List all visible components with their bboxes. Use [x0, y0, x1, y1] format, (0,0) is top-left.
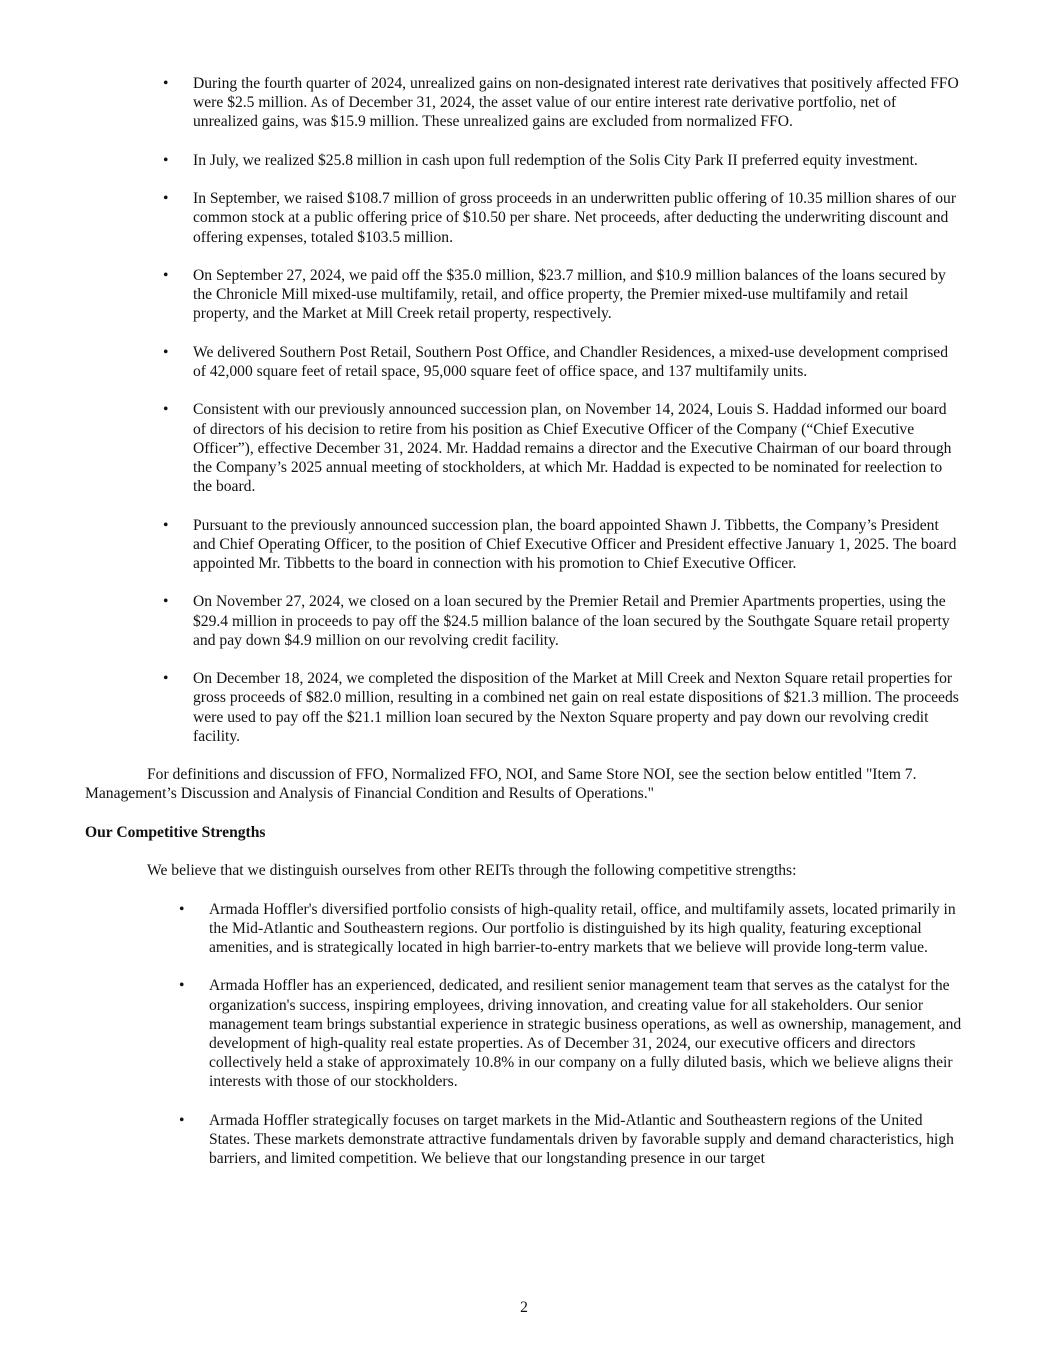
list-item: [163, 189, 961, 247]
bullet-icon: •: [163, 343, 169, 361]
list-item-text: On December 18, 2024, we completed the disposition of the Market at Mill Creek and Nexton Square retail properties for gross proceeds of $82.0 million, resulting in a combined net gain on real estate dispositions of $21.3 million. The proceeds were used to pay off the $21.1 million loan secured by the Nexton Square property and pay down our revolving credit facility.: [193, 670, 959, 745]
list-item: [163, 343, 961, 381]
list-item-text: Pursuant to the previously announced succession plan, the board appointed Shawn J. Tibbetts, the Company’s President and Chief Operating Officer, to the position of Chief Executive Officer and President effective January 1, 2025. The board appointed Mr. Tibbetts to the board in connection with his promotion to Chief Executive Officer.: [193, 516, 957, 572]
bullet-icon: •: [163, 670, 169, 688]
bullet-icon: •: [163, 401, 169, 419]
list-item-text: Armada Hoffler's diversified portfolio consists of high-quality retail, office, and multifamily assets, located primarily in the Mid-Atlantic and Southeastern regions. Our portfolio is distinguished by its high quality, featuring exceptional amenities, and is strategically located in high barrier-to-entry markets that we believe will provide long-term value.: [209, 900, 956, 956]
list-item: [163, 669, 961, 746]
list-item-text: On November 27, 2024, we closed on a loan secured by the Premier Retail and Premier Apartments properties, using the $29.4 million in proceeds to pay off the $24.5 million balance of the loan secured by the Southgate Square retail property and pay down $4.9 million on our revolving credit facility.: [193, 593, 950, 649]
strengths-list: [0, 900, 1048, 1169]
list-item: [163, 151, 961, 170]
definitions-paragraph: For definitions and discussion of FFO, Normalized FFO, NOI, and Same Store NOI, see the section below entitled "Item 7. Management’s Discussion and Analysis of Financial Condition and Results of Operations.": [85, 766, 917, 803]
bullet-icon: •: [179, 900, 185, 918]
bullet-icon: •: [163, 75, 169, 92]
list-item: [163, 516, 961, 574]
strengths-intro: We believe that we distinguish ourselves from other REITs through the following competitive strengths:: [147, 862, 797, 880]
section-heading: Our Competitive Strengths: [85, 823, 266, 841]
list-item: [163, 400, 961, 496]
bullet-icon: •: [163, 593, 169, 611]
list-item: [179, 1111, 965, 1169]
bullet-icon: •: [163, 516, 169, 534]
bullet-icon: •: [179, 977, 185, 995]
list-item-text: On September 27, 2024, we paid off the $35.0 million, $23.7 million, and $10.9 million balances of the loans secured by the Chronicle Mill mixed-use multifamily, retail, and office property, the Premier mixed-use multifamily and retail property, and the Market at Mill Creek retail property, respectively.: [193, 266, 946, 323]
bullet-icon: •: [179, 1111, 185, 1129]
list-item: [179, 976, 965, 1091]
list-item-text: Armada Hoffler strategically focuses on target markets in the Mid-Atlantic and Southeastern regions of the United States. These markets demonstrate attractive fundamentals driven by favorable supply and demand characteristics, high barriers, and limited competition. We believe that our longstanding presence in our target: [209, 1111, 954, 1168]
bullet-icon: •: [163, 190, 169, 208]
highlights-list: [0, 74, 1048, 746]
list-item: [179, 900, 965, 958]
bullet-icon: •: [163, 266, 169, 284]
list-item-text: We delivered Southern Post Retail, Southern Post Office, and Chandler Residences, a mixed-use development comprised of 42,000 square feet of retail space, 95,000 square feet of office space, and 137 multifamily units.: [193, 343, 949, 380]
document-page: [0, 74, 1048, 1188]
list-item: [163, 266, 961, 324]
list-item: [163, 592, 961, 650]
bullet-icon: •: [163, 151, 169, 169]
page-number: 2: [520, 1299, 528, 1316]
list-item-text: In September, we raised $108.7 million of gross proceeds in an underwritten public offering of 10.35 million shares of our common stock at a public offering price of $10.50 per share. Net proceeds, after deducting the underwriting discount and offering expenses, totaled $103.5 million.: [193, 190, 957, 246]
list-item-text: Armada Hoffler has an experienced, dedicated, and resilient senior management team that serves as the catalyst for the organization's success, inspiring employees, driving innovation, and creating value for all stakeholders. Our senior management team brings substantial experience in strategic business operations, as well as ownership, management, and development of high-quality real estate properties. As of December 31, 2024, our executive officers and directors collectively held a stake of approximately 10.8% in our company on a fully diluted basis, which we believe aligns their interests with those of our stockholders.: [209, 977, 962, 1091]
list-item-text: During the fourth quarter of 2024, unrealized gains on non-designated interest rate derivatives that positively affected FFO were $2.5 million. As of December 31, 2024, the asset value of our entire interest rate derivative portfolio, net of unrealized gains, was $15.9 million. These unrealized gains are excluded from normalized FFO.: [193, 75, 959, 131]
list-item-text: In July, we realized $25.8 million in cash upon full redemption of the Solis City Park II preferred equity investment.: [193, 151, 918, 169]
list-item: [163, 74, 961, 132]
list-item-text: Consistent with our previously announced succession plan, on November 14, 2024, Louis S. Haddad informed our board of directors of his decision to retire from his position as Chief Executive Officer of the Company (“Chief Executive Officer”), effective December 31, 2024. Mr. Haddad remains a director and the Executive Chairman of our board through the Company’s 2025 annual meeting of stockholders, at which Mr. Haddad is expected to be nominated for reelection to the board.: [193, 401, 952, 496]
